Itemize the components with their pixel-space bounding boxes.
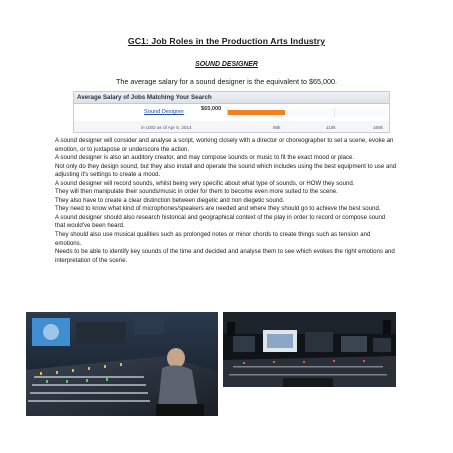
salary-row: [74, 104, 389, 121]
paragraph: They need to know what kind of microphones/speakers are needed and where they should go to achieve the best sound.: [55, 205, 381, 213]
paragraph: They should also use musical qualities such as prolonged notes or minor chords to create things such as tension and emotions.: [55, 231, 371, 247]
paragraph: A sound designer is also an auditory creator, and may compose sounds or music to fit the exact mood or place.: [55, 154, 355, 162]
paragraph: Needs to be able to identify key sounds of the time and decided and analyse them to see which evokes the right emotions and interpretation of the scene.: [55, 248, 395, 264]
paragraph: A sound designer will record sounds, whilst being very specific about what type of sounds, or HOW they sound.: [55, 179, 355, 187]
salary-chart-widget: [73, 91, 390, 133]
salary-bar: [228, 110, 285, 115]
paragraph: A sound designer will consider and analyse a script, working closely with a director or choreographer to set a scene, evoke an emotion, or to juxtapose or underscore the action.: [55, 137, 394, 153]
salary-bar-track: [227, 108, 387, 117]
section-title: SOUND DESIGNER: [195, 61, 258, 68]
salary-value: $65,000: [201, 106, 222, 112]
tick-label: 165k: [373, 125, 383, 130]
body-text: [55, 137, 397, 265]
paragraph: Not only do they design sound, but they also install and operate the sound which includes using the best equipment to use and adjusting it's settings to create a mood.: [55, 162, 397, 179]
tick-label: 110k: [326, 125, 336, 130]
mixing-console-engineer-photo: [26, 312, 218, 416]
paragraph: They will then manipulate their sounds/music in order for them to become even more suited to the scene.: [55, 188, 338, 196]
document-title: GC1: Job Roles in the Production Arts Industry: [127, 36, 326, 46]
paragraph: They also have to create a clear distinction between diegetic and non diegetic sound.: [55, 196, 285, 204]
widget-header: Average Salary of Jobs Matching Your Search: [74, 92, 389, 104]
tick-label: 55k: [273, 125, 281, 130]
salary-statement: The average salary for a sound designer is the equivalent to $65,000.: [116, 77, 337, 86]
recording-studio-photo: [223, 312, 396, 387]
gridline: [334, 108, 335, 117]
paragraph: A sound designer should also research historical and geographical context of the play in order to record or compose sound that would've been heard.: [55, 213, 386, 230]
widget-footer: [74, 122, 389, 132]
sound-designer-link[interactable]: Sound Designer: [144, 109, 185, 115]
currency-footnote: in USD as of Apr 5, 2014: [141, 125, 192, 130]
